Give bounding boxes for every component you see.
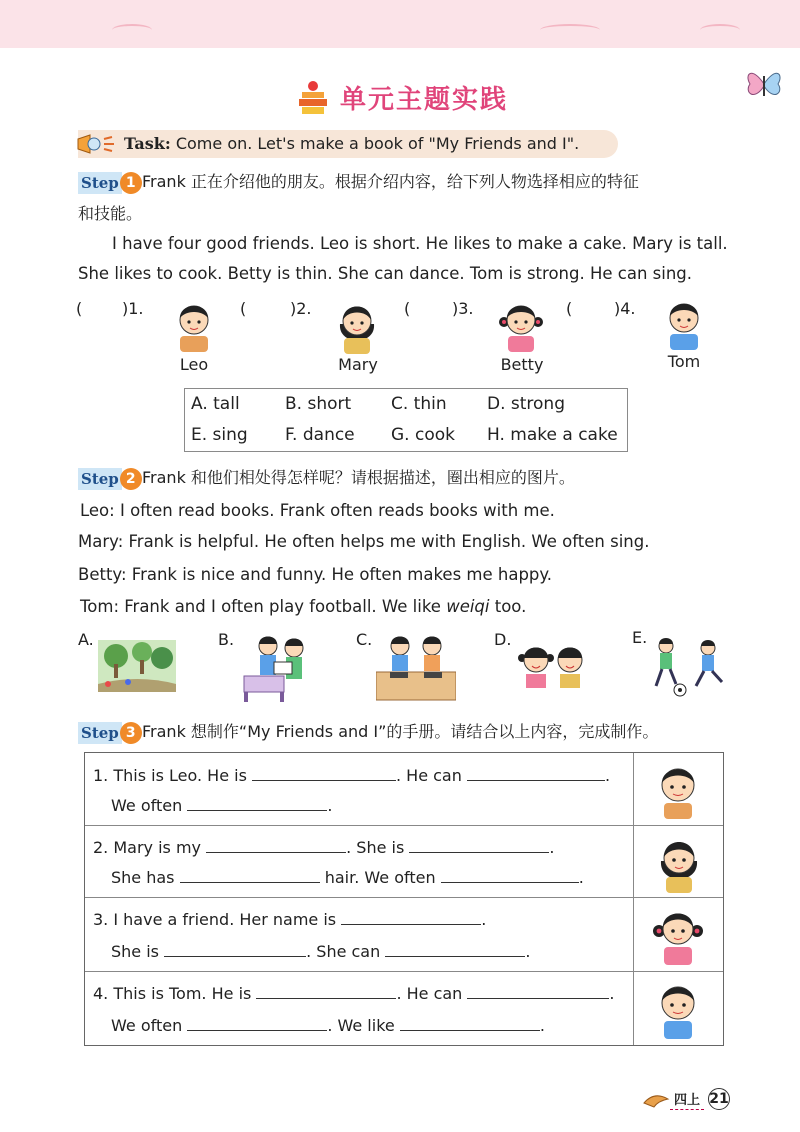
option-b: B. short <box>285 394 352 414</box>
row2-blank-3[interactable] <box>180 868 320 883</box>
step3-number: 3 <box>120 722 142 744</box>
step1-paragraph-line1: I have four good friends. Leo is short. He likes to make a cake. Mary is tall. <box>112 234 728 253</box>
row4-text-d: We often <box>111 1016 183 1035</box>
row3-blank-2[interactable] <box>164 942 306 957</box>
row2-text-c: . <box>549 838 555 857</box>
item4-paren-open[interactable]: ( <box>566 299 573 318</box>
row4-text-e: . We like <box>327 1016 395 1035</box>
step1-number: 1 <box>120 172 142 194</box>
grade-label: 四上 <box>670 1088 704 1110</box>
picture-d-letter: D. <box>494 630 512 649</box>
row4-text-b: . He can <box>396 984 463 1003</box>
row4-text-f: . <box>539 1016 545 1035</box>
mary-portrait <box>334 296 380 354</box>
row3-text-a: 3. I have a friend. Her name is <box>93 910 337 929</box>
row3-text-c: She is <box>111 942 160 961</box>
task-label: Task: <box>124 134 171 153</box>
row4-blank-1[interactable] <box>256 984 396 999</box>
page-title: 单元主题实践 <box>340 85 509 115</box>
step2-leo-line: Leo: I often read books. Frank often reads books with me. <box>80 501 555 520</box>
row3-blank-3[interactable] <box>385 942 525 957</box>
item2-paren-close: )2. <box>290 299 312 318</box>
handbook-row-1 <box>85 753 723 826</box>
row1-leo-portrait <box>655 759 701 819</box>
step3-label: Step <box>78 722 122 744</box>
row1-text-d: We often <box>111 796 183 815</box>
picture-b-letter: B. <box>218 630 235 649</box>
step2-tom-line-pre: Tom: Frank and I often play football. We like <box>80 597 447 616</box>
options-box <box>184 388 628 452</box>
step3-instruction: Frank 想制作“My Friends and I”的手册。请结合以上内容，完成制作。 <box>142 722 659 741</box>
step2-instruction: Frank 和他们相处得怎样呢？请根据描述，圈出相应的图片。 <box>142 468 575 487</box>
step1-badge <box>78 171 142 195</box>
step2-tom-line-italic: weiqi <box>446 597 490 616</box>
handbook-row-2 <box>85 825 723 898</box>
step1-instruction-line1: Frank 正在介绍他的朋友。根据介绍内容，给下列人物选择相应的特征 <box>142 172 639 191</box>
row2-text-d: She has <box>111 868 175 887</box>
mary-name: Mary <box>338 355 378 374</box>
item3-paren-close: )3. <box>452 299 474 318</box>
item1-paren-close: )1. <box>122 299 144 318</box>
picture-e-letter: E. <box>632 628 648 647</box>
row4-text-c: . <box>609 984 615 1003</box>
picture-e-football[interactable] <box>650 636 732 698</box>
row1-text-b: . He can <box>396 766 462 785</box>
step2-number: 2 <box>120 468 142 490</box>
row1-text-e: . <box>327 796 333 815</box>
row3-text-b: . <box>481 910 487 929</box>
step2-tom-line <box>80 596 526 618</box>
handbook-row-3 <box>85 897 723 972</box>
row1-text-a: 1. This is Leo. He is <box>93 766 247 785</box>
step2-betty-line: Betty: Frank is nice and funny. He often makes me happy. <box>78 565 553 584</box>
row1-blank-3[interactable] <box>187 796 327 811</box>
bird-icon <box>642 1089 670 1109</box>
step3-badge <box>78 721 142 745</box>
page-footer <box>642 1088 730 1110</box>
row2-blank-1[interactable] <box>206 838 346 853</box>
step1-paragraph-line2: She likes to cook. Betty is thin. She can dance. Tom is strong. He can sing. <box>78 264 693 283</box>
row2-text-e: hair. We often <box>324 868 436 887</box>
option-e: E. sing <box>191 425 248 445</box>
row2-text-f: . <box>578 868 584 887</box>
row4-tom-portrait <box>655 977 701 1039</box>
leo-name: Leo <box>179 355 209 374</box>
row3-text-e: . <box>525 942 531 961</box>
option-f: F. dance <box>285 425 355 445</box>
row4-blank-4[interactable] <box>400 1016 540 1031</box>
row4-blank-3[interactable] <box>187 1016 327 1031</box>
betty-portrait <box>496 296 546 352</box>
picture-b-reading[interactable] <box>238 632 318 702</box>
row3-betty-portrait <box>651 903 705 965</box>
megaphone-icon <box>74 129 122 159</box>
handbook-table <box>84 752 724 1046</box>
row3-blank-1[interactable] <box>341 910 481 925</box>
option-h: H. make a cake <box>487 425 618 445</box>
task-description: Come on. Let's make a book of "My Friends and I". <box>175 134 580 153</box>
row4-blank-2[interactable] <box>467 984 609 999</box>
step1-instruction-line2: 和技能。 <box>78 204 143 223</box>
row2-text-a: 2. Mary is my <box>93 838 202 857</box>
item3-paren-open[interactable]: ( <box>404 299 411 318</box>
row2-blank-4[interactable] <box>441 868 579 883</box>
step1-label: Step <box>78 172 122 194</box>
row1-blank-2[interactable] <box>467 766 605 781</box>
item2-paren-open[interactable]: ( <box>240 299 247 318</box>
row2-text-b: . She is <box>346 838 405 857</box>
betty-name: Betty <box>500 355 544 374</box>
option-g: G. cook <box>391 425 455 445</box>
step2-badge <box>78 467 142 491</box>
task-text <box>124 133 579 155</box>
butterfly-icon <box>742 62 786 106</box>
item4-paren-close: )4. <box>614 299 636 318</box>
header-band <box>0 0 800 48</box>
option-c: C. thin <box>391 394 447 414</box>
row3-text-d: . She can <box>306 942 381 961</box>
step2-label: Step <box>78 468 122 490</box>
tom-portrait <box>662 296 706 350</box>
row4-text-a: 4. This is Tom. He is <box>93 984 252 1003</box>
books-stack-icon <box>296 80 330 118</box>
row2-mary-portrait <box>655 831 703 893</box>
handbook-row-4 <box>85 971 723 1045</box>
row1-text-c: . <box>604 766 611 785</box>
step2-tom-line-post: too. <box>489 597 527 616</box>
option-a: A. tall <box>191 394 240 414</box>
picture-c-letter: C. <box>356 630 373 649</box>
row2-blank-2[interactable] <box>409 838 549 853</box>
picture-c-weiqi[interactable] <box>376 632 456 702</box>
picture-d-happy-friends[interactable] <box>514 638 594 690</box>
row1-blank-1[interactable] <box>252 766 396 781</box>
page-number: 21 <box>708 1088 730 1110</box>
item1-paren-open[interactable]: ( <box>76 299 83 318</box>
picture-a-letter: A. <box>78 630 94 649</box>
option-d: D. strong <box>487 394 566 414</box>
tom-name: Tom <box>667 352 701 371</box>
picture-a-park[interactable] <box>98 640 176 692</box>
step2-mary-line: Mary: Frank is helpful. He often helps me with English. We often sing. <box>78 532 650 551</box>
leo-portrait <box>172 296 216 352</box>
